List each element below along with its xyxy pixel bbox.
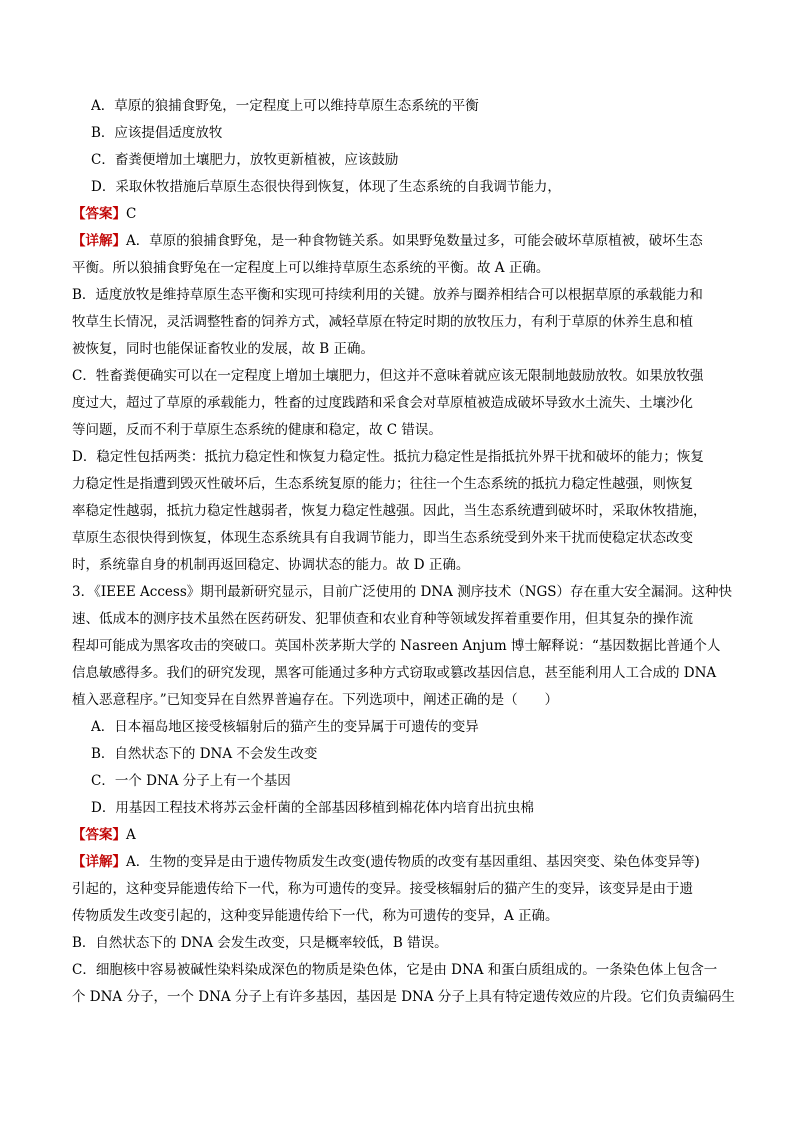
q3-option-d: D．用基因工程技术将苏云金杆菌的全部基因移植到棉花体内培育出抗虫棉 — [91, 800, 534, 816]
q2-option-b: B．应该提倡适度放牧 — [91, 125, 223, 141]
q3-explanation-line: C．细胞核中容易被碱性染料染成深色的物质是染色体，它是由 DNA 和蛋白质组成的。一条染色体上包含一 — [72, 962, 718, 978]
explanation-text: A．生物的变异是由于遗传物质发生改变(遗传物质的改变有基因重组、基因突变、染色体变异等) — [126, 854, 700, 870]
q2-explanation-line: C．牲畜粪便确实可以在一定程度上增加土壤肥力，但这并不意味着就应该无限制地鼓励放牧。如果放牧强 — [72, 368, 704, 384]
q2-explanation-line: 平衡。所以狼捕食野兔在一定程度上可以维持草原生态系统的平衡。故 A 正确。 — [72, 260, 550, 276]
answer-value: A — [126, 827, 136, 843]
q3-stem-line: 信息敏感得多。我们的研究发现，黑客可能通过多种方式窃取或篡改基因信息，甚至能利用人工合成的 DNA — [72, 665, 717, 681]
q2-answer — [72, 205, 740, 223]
q2-explanation-line — [72, 232, 740, 250]
q2-option-d: D．采取休牧措施后草原生态很快得到恢复，体现了生态系统的自我调节能力， — [91, 179, 561, 195]
q3-stem-line: 程却可能成为黑客攻击的突破口。英国朴茨茅斯大学的 Nasreen Anjum 博士解释说：“基因数据比普通个人 — [72, 638, 721, 654]
q3-option-a: A．日本福岛地区接受核辐射后的猫产生的变异属于可遗传的变异 — [91, 719, 479, 735]
q3-stem-line: 速、低成本的测序技术虽然在医药研发、犯罪侦查和农业育种等领域发挥着重要作用，但其复杂的操作流 — [72, 611, 693, 627]
q2-explanation-line: 度过大，超过了草原的承载能力，牲畜的过度践踏和采食会对草原植被造成破坏导致水土流失、土壤沙化 — [72, 395, 693, 411]
answer-value: C — [126, 206, 137, 222]
q3-stem-line: 3．《IEEE Access》期刊最新研究显示，目前广泛使用的 DNA 测序技术（NGS）存在重大安全漏洞。这种快 — [72, 584, 733, 600]
explanation-label: 【详解】 — [72, 233, 126, 249]
q2-option-a: A．草原的狼捕食野兔，一定程度上可以维持草原生态系统的平衡 — [91, 98, 479, 114]
q3-explanation-line: B．自然状态下的 DNA 会发生改变，只是概率较低，B 错误。 — [72, 935, 448, 951]
q2-explanation-line: 被恢复，同时也能保证畜牧业的发展，故 B 正确。 — [72, 341, 375, 357]
q3-explanation-line — [72, 853, 740, 871]
q2-explanation-line: D．稳定性包括两类：抵抗力稳定性和恢复力稳定性。抵抗力稳定性是指抵抗外界干扰和破坏的能力；恢复 — [72, 449, 704, 465]
q3-stem-line: 植入恶意程序。”已知变异在自然界普遍存在。下列选项中，阐述正确的是（ ） — [72, 692, 559, 708]
q3-answer — [72, 826, 740, 844]
q3-explanation-line: 传物质发生改变引起的，这种变异能遗传给下一代，称为可遗传的变异，A 正确。 — [72, 908, 559, 924]
q3-option-b: B．自然状态下的 DNA 不会发生改变 — [91, 746, 318, 762]
q3-option-c: C．一个 DNA 分子上有一个基因 — [91, 773, 291, 789]
q2-option-c: C．畜粪便增加土壤肥力，放牧更新植被，应该鼓励 — [91, 152, 399, 168]
q2-explanation-line: 草原生态很快得到恢复，体现生态系统具有自我调节能力，即当生态系统受到外来干扰而使稳定状态改变 — [72, 530, 693, 546]
answer-label: 【答案】 — [72, 206, 126, 222]
q2-explanation-line: 等问题，反而不利于草原生态系统的健康和稳定，故 C 错误。 — [72, 422, 442, 438]
answer-label: 【答案】 — [72, 827, 126, 843]
q3-explanation-line: 引起的，这种变异能遗传给下一代，称为可遗传的变异。接受核辐射后的猫产生的变异，该变异是由于遗 — [72, 881, 693, 897]
q2-explanation-line: 时，系统靠自身的机制再返回稳定、协调状态的能力。故 D 正确。 — [72, 557, 470, 573]
q2-explanation-line: B．适度放牧是维持草原生态平衡和实现可持续利用的关键。放养与圈养相结合可以根据草原的承载能力和 — [72, 287, 703, 303]
explanation-text: A．草原的狼捕食野兔，是一种食物链关系。如果野兔数量过多，可能会破坏草原植被，破坏生态 — [126, 233, 703, 249]
explanation-label: 【详解】 — [72, 854, 126, 870]
q2-explanation-line: 牧草生长情况，灵活调整牲畜的饲养方式，减轻草原在特定时期的放牧压力，有利于草原的休养生息和植 — [72, 314, 693, 330]
q3-explanation-line: 个 DNA 分子，一个 DNA 分子上有许多基因，基因是 DNA 分子上具有特定遗传效应的片段。它们负责编码生 — [72, 989, 735, 1005]
q2-explanation-line: 率稳定性越弱，抵抗力稳定性越弱者，恢复力稳定性越强。因此，当生态系统遭到破坏时，采取休牧措施， — [72, 503, 707, 519]
q2-explanation-line: 力稳定性是指遭到毁灭性破坏后，生态系统复原的能力；往往一个生态系统的抵抗力稳定性越强，则恢复 — [72, 476, 693, 492]
